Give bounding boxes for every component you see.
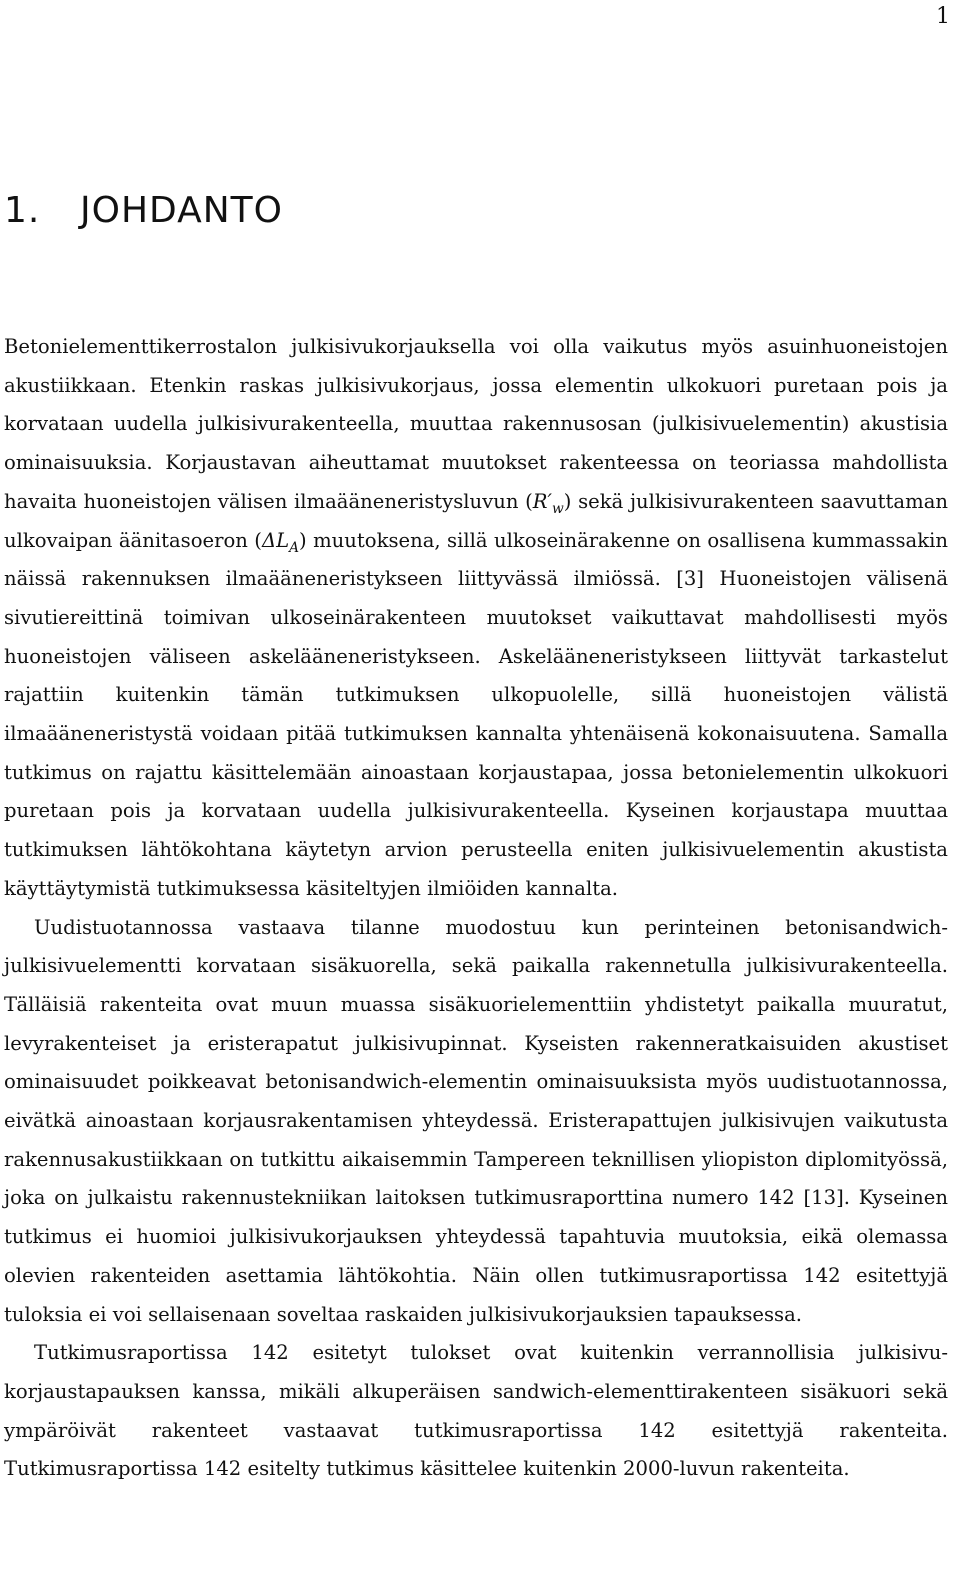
paragraph-2: Uudistuotannossa vastaava tilanne muodostuu kun perinteinen betonisandwich-julkisivuelementti korvataan sisäkuorella, sekä paikalla rakennetulla julkisivurakenteella. Tälläisiä rakenteita ovat muun muassa sisäkuorielementtiin yhdistetyt paikalla muuratut, levyrakenteiset ja eristerapatut julkisivupinnat. Kyseisten rakenneratkaisuiden akustiset ominaisuudet poikkeavat betonisandwich-elementin ominaisuuksista myös uudistuotannossa, eivätkä ainoastaan korjausrakentamisen yhteydessä. Eristerapattujen julkisivujen vaikutusta rakennusakustiikkaan on tutkittu aikaisemmin Tampereen teknillisen yliopiston diplomityössä, joka on julkaistu rakennustekniikan laitoksen tutkimusraporttina numero 142 [13]. Kyseinen tutkimus ei huomioi julkisivukorjauksen yhteydessä tapahtuvia muutoksia, eikä olemassa olevien rakenteiden asettamia lähtökohtia. Näin ollen tutkimusraportissa 142 esitettyjä tuloksia ei voi sellaisenaan soveltaa raskaiden julkisivukorjauksien tapauksessa.: [4, 915, 948, 1326]
chapter-number: 1.: [4, 190, 41, 231]
paragraph-1-part-3: ) muutoksena, sillä ulkoseinärakenne on osallisena kummassakin näissä rakennuksen ilmaääneneristykseen liittyvässä ilmiössä. [3] Huoneistojen välisenä sivutiereittinä toimivan ulkoseinärakenteen muutokset vaikuttavat mahdollisesti myös huoneistojen väliseen askelääneneristykseen. Askelääneneristykseen liittyvät tarkastelut rajattiin kuitenkin tämän tutkimuksen ulkopuolelle, sillä huoneistojen välistä ilmaääneneristystä voidaan pitää tutkimuksen kannalta yhtenäisenä kokonaisuutena. Samalla tutkimus on rajattu käsittelemään ainoastaan korjaustapaa, jossa betonielementin ulkokuori puretaan pois ja korvataan uudella julkisivurakenteella. Kyseinen korjaustapa muuttaa tutkimuksen lähtökohtana käytetyn arvion perusteella eniten julkisivuelementin akustista käyttäytymistä tutkimuksessa käsiteltyjen ilmiöiden kannalta.: [4, 528, 948, 900]
paragraph-1: [4, 328, 948, 909]
paragraph-3: Tutkimusraportissa 142 esitetyt tulokset ovat kuitenkin verrannollisia julkisivukorjaustapauksen kanssa, mikäli alkuperäisen sandwich-elementtirakenteen sisäkuori sekä ympäröivät rakenteet vastaavat tutkimusraportissa 142 esitettyjä rakenteita. Tutkimusraportissa 142 esitelty tutkimus käsittelee kuitenkin 2000-luvun rakenteita.: [4, 1341, 948, 1481]
body-text: [4, 328, 948, 1489]
page-number: 1: [936, 4, 950, 29]
chapter-title: JOHDANTO: [80, 190, 283, 231]
paragraph-1-part-2: ) sekä julkisivurakenteen saavuttaman ulkovaipan äänitasoeron (: [4, 489, 948, 552]
level-difference-symbol: $\Delta L_A$: [261, 528, 300, 556]
sound-reduction-index-symbol: $R'_w$: [532, 489, 564, 517]
paragraph-1-part-1: Betonielementtikerrostalon julkisivukorjauksella voi olla vaikutus myös asuinhuoneistojen akustiikkaan. Etenkin raskas julkisivukorjaus, jossa elementin ulkokuori puretaan pois ja korvataan uudella julkisivurakenteella, muuttaa rakennusosan (julkisivuelementin) akustisia ominaisuuksia. Korjaustavan aiheuttamat muutokset rakenteessa on teoriassa mahdollista havaita huoneistojen välisen ilmaääneneristysluvun (: [4, 335, 948, 513]
chapter-heading: [4, 186, 283, 236]
